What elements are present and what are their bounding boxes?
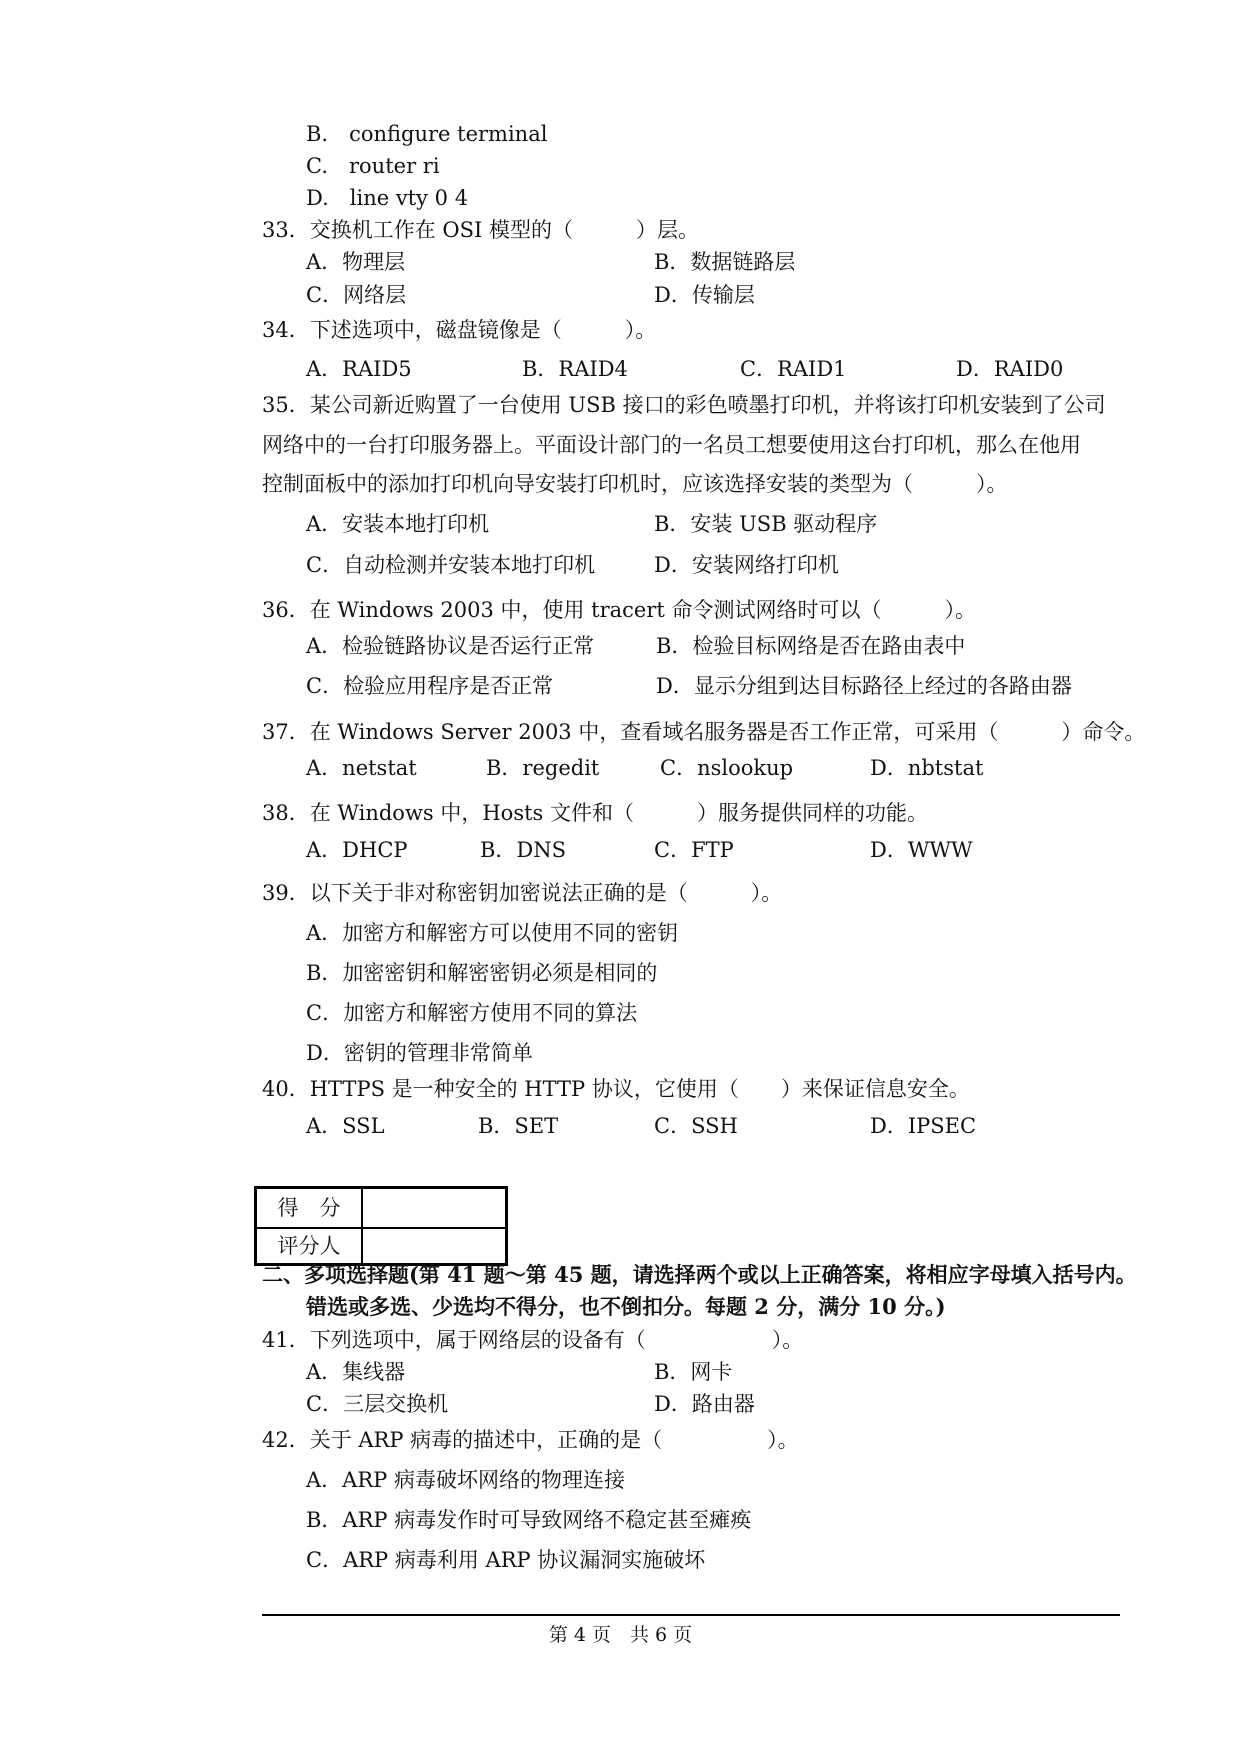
- q34-stem: 34．下述选项中，磁盘镜像是（ ）。: [262, 318, 657, 342]
- q41-option-d: D．路由器: [654, 1392, 755, 1416]
- page-number: 第 4 页 共 6 页: [548, 1624, 693, 1646]
- q42-option-b: B．ARP 病毒发作时可导致网络不稳定甚至瘫痪: [306, 1508, 752, 1532]
- q37-option-c: C．nslookup: [660, 756, 794, 780]
- section2-heading-line-2: 错选或多选、少选均不得分，也不倒扣分。每题 2 分，满分 10 分。): [306, 1294, 946, 1319]
- q39-option-a: A．加密方和解密方可以使用不同的密钥: [306, 921, 679, 945]
- q37-option-a: A．netstat: [306, 756, 417, 780]
- q39-stem: 39．以下关于非对称密钥加密说法正确的是（ ）。: [262, 881, 783, 905]
- q38-option-b: B．DNS: [480, 838, 567, 862]
- grader-label: 评分人: [257, 1227, 363, 1265]
- q38-option-a: A．DHCP: [306, 838, 408, 862]
- q40-option-c: C．SSH: [654, 1114, 738, 1138]
- q33-option-d: D．传输层: [654, 283, 755, 307]
- q35-option-d: D．安装网络打印机: [654, 553, 839, 577]
- q40-option-b: B．SET: [478, 1114, 559, 1138]
- q36-option-c: C．检验应用程序是否正常: [306, 674, 554, 698]
- q33-stem: 33．交换机工作在 OSI 模型的（ ）层。: [262, 218, 699, 242]
- q39-option-d: D．密钥的管理非常简单: [306, 1041, 533, 1065]
- q34-option-a: A．RAID5: [306, 357, 412, 381]
- q33-option-c: C．网络层: [306, 283, 407, 307]
- q39-option-b: B．加密密钥和解密密钥必须是相同的: [306, 961, 658, 985]
- grader-value-cell: [363, 1227, 505, 1265]
- q37-option-b: B．regedit: [486, 756, 600, 780]
- q35-option-a: A．安装本地打印机: [306, 512, 490, 536]
- q38-option-c: C．FTP: [654, 838, 734, 862]
- q35-option-b: B．安装 USB 驱动程序: [654, 512, 878, 536]
- q32-option-d: D. line vty 0 4: [306, 186, 469, 210]
- q42-option-a: A．ARP 病毒破坏网络的物理连接: [306, 1468, 625, 1492]
- score-label: 得 分: [257, 1189, 363, 1227]
- q33-option-b: B．数据链路层: [654, 250, 796, 274]
- q42-option-c: C．ARP 病毒利用 ARP 协议漏洞实施破坏: [306, 1548, 706, 1572]
- q39-option-c: C．加密方和解密方使用不同的算法: [306, 1001, 638, 1025]
- q35-stem-line-3: 控制面板中的添加打印机向导安装打印机时，应该选择安装的类型为（ ）。: [262, 472, 1008, 496]
- q38-option-d: D．WWW: [870, 838, 973, 862]
- score-row: [257, 1189, 505, 1229]
- q41-option-a: A．集线器: [306, 1360, 406, 1384]
- q34-option-c: C．RAID1: [740, 357, 847, 381]
- q37-option-d: D．nbtstat: [870, 756, 984, 780]
- q37-stem: 37．在 Windows Server 2003 中，查看域名服务器是否工作正常，可采用（ ）命令。: [262, 720, 1146, 744]
- q41-option-c: C．三层交换机: [306, 1392, 449, 1416]
- q35-stem-line-2: 网络中的一台打印服务器上。平面设计部门的一名员工想要使用这台打印机，那么在他用: [262, 433, 1081, 457]
- q40-option-d: D．IPSEC: [870, 1114, 977, 1138]
- q32-option-b: B. configure terminal: [306, 122, 548, 146]
- q36-option-d: D．显示分组到达目标路径上经过的各路由器: [656, 674, 1072, 698]
- q40-option-a: A．SSL: [306, 1114, 385, 1138]
- score-table: [254, 1186, 508, 1266]
- q34-option-d: D．RAID0: [956, 357, 1064, 381]
- q36-option-a: A．检验链路协议是否运行正常: [306, 634, 595, 658]
- q35-stem-line-1: 35．某公司新近购置了一台使用 USB 接口的彩色喷墨打印机，并将该打印机安装到了公司: [262, 393, 1106, 417]
- q32-option-c: C. router ri: [306, 154, 440, 178]
- q41-stem: 41．下列选项中，属于网络层的设备有（ ）。: [262, 1328, 804, 1352]
- q35-option-c: C．自动检测并安装本地打印机: [306, 553, 596, 577]
- q33-option-a: A．物理层: [306, 250, 406, 274]
- q34-option-b: B．RAID4: [522, 357, 628, 381]
- grader-row: [257, 1227, 505, 1265]
- score-value-cell: [363, 1189, 505, 1227]
- q40-stem: 40．HTTPS 是一种安全的 HTTP 协议，它使用（ ）来保证信息安全。: [262, 1077, 970, 1101]
- q42-stem: 42．关于 ARP 病毒的描述中，正确的是（ ）。: [262, 1428, 799, 1452]
- q41-option-b: B．网卡: [654, 1360, 733, 1384]
- q38-stem: 38．在 Windows 中，Hosts 文件和（ ）服务提供同样的功能。: [262, 801, 928, 825]
- section2-heading-line-1: 二、多项选择题(第 41 题～第 45 题，请选择两个或以上正确答案，将相应字母填入括号内。: [262, 1262, 1137, 1287]
- q36-stem: 36．在 Windows 2003 中，使用 tracert 命令测试网络时可以（ ）。: [262, 598, 976, 622]
- q36-option-b: B．检验目标网络是否在路由表中: [656, 634, 966, 658]
- footer-rule: [262, 1614, 1120, 1616]
